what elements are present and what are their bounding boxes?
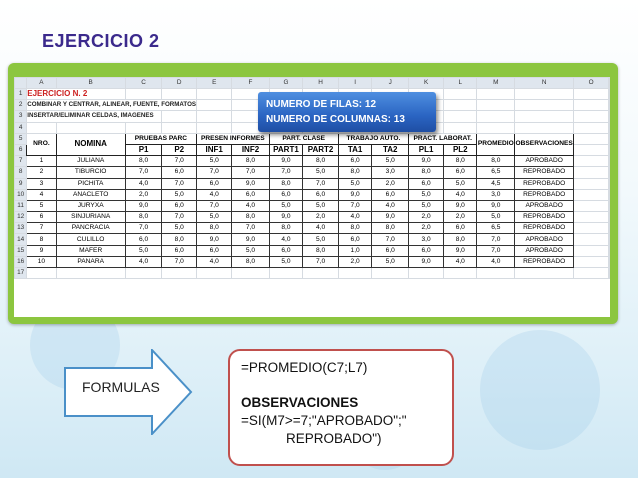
grade-cell: 6,0 (372, 245, 409, 256)
sheet-row (15, 133, 610, 144)
empty-cell (609, 89, 610, 100)
grade-cell: 5,0 (372, 256, 409, 267)
student-row (15, 212, 610, 223)
promedio-cell: 7,0 (477, 245, 515, 256)
row-header: 6 (15, 144, 27, 155)
header-promedio: PROMEDIO (477, 133, 515, 155)
column-header-h: H (303, 78, 338, 89)
grade-cell: 6,0 (444, 223, 477, 234)
grade-cell: 8,0 (197, 223, 232, 234)
grade-cell: 2,0 (303, 212, 338, 223)
grade-cell: 2,0 (372, 178, 409, 189)
empty-cell (409, 268, 444, 279)
empty-cell (574, 234, 609, 245)
row-header: 12 (15, 212, 27, 223)
column-header-i: I (338, 78, 372, 89)
observacion-cell: APROBADO (515, 245, 574, 256)
empty-cell (609, 223, 610, 234)
header-part: PART. CLASE (269, 133, 338, 144)
row-header: 11 (15, 200, 27, 211)
grade-cell: 7,0 (232, 167, 269, 178)
grade-cell: 6,0 (372, 189, 409, 200)
column-header-f: F (232, 78, 269, 89)
student-row (15, 256, 610, 267)
header-observaciones: OBSERVACIONES (515, 133, 574, 155)
row-header: 1 (15, 89, 27, 100)
column-header-n: N (515, 78, 574, 89)
grade-cell: 7,0 (303, 256, 338, 267)
student-nro: 2 (27, 167, 56, 178)
grade-cell: 5,0 (444, 178, 477, 189)
si-formula-line2: REPROBADO") (286, 431, 382, 446)
empty-cell (477, 122, 515, 133)
student-nro: 10 (27, 256, 56, 267)
grade-cell: 5,0 (162, 223, 197, 234)
student-nro: 5 (27, 200, 56, 211)
student-row (15, 167, 610, 178)
grade-cell: 8,0 (232, 256, 269, 267)
empty-cell (477, 268, 515, 279)
grade-cell: 3,0 (409, 234, 444, 245)
observacion-cell: REPROBADO (515, 223, 574, 234)
grade-cell: 5,0 (409, 200, 444, 211)
grade-cell: 6,0 (162, 167, 197, 178)
empty-cell (27, 268, 56, 279)
grade-cell: 8,0 (338, 223, 372, 234)
empty-cell (574, 122, 609, 133)
empty-cell (197, 111, 232, 122)
grade-cell: 8,0 (338, 167, 372, 178)
row-header: 16 (15, 256, 27, 267)
subheader-pl1: PL1 (409, 144, 444, 155)
grade-cell: 9,0 (444, 200, 477, 211)
promedio-cell: 9,0 (477, 200, 515, 211)
student-row (15, 234, 610, 245)
grade-cell: 4,0 (372, 200, 409, 211)
grade-cell: 9,0 (197, 234, 232, 245)
subheader-part2: PART2 (303, 144, 338, 155)
empty-cell (444, 122, 477, 133)
empty-cell (574, 156, 609, 167)
row-header: 14 (15, 234, 27, 245)
empty-cell (232, 268, 269, 279)
grade-cell: 9,0 (269, 156, 303, 167)
promedio-cell: 6,5 (477, 223, 515, 234)
observacion-cell: REPROBADO (515, 189, 574, 200)
grade-cell: 8,0 (303, 156, 338, 167)
column-header-c: C (125, 78, 162, 89)
formula-box (228, 349, 454, 466)
row-header: 9 (15, 178, 27, 189)
column-header-e: E (197, 78, 232, 89)
empty-cell (574, 111, 609, 122)
grade-cell: 5,0 (372, 156, 409, 167)
grade-cell: 7,0 (162, 212, 197, 223)
grade-cell: 8,0 (269, 178, 303, 189)
column-header-a: A (27, 78, 56, 89)
grade-cell: 7,0 (197, 167, 232, 178)
student-row (15, 200, 610, 211)
empty-cell (574, 268, 609, 279)
empty-cell (574, 200, 609, 211)
empty-cell (574, 167, 609, 178)
formulas-label: FORMULAS (82, 379, 160, 395)
header-nro: NRO. (27, 133, 56, 155)
grade-cell: 9,0 (232, 234, 269, 245)
student-name: JURYXA (56, 200, 125, 211)
grade-cell: 3,0 (372, 167, 409, 178)
observacion-cell: REPROBADO (515, 212, 574, 223)
grade-cell: 8,0 (125, 156, 162, 167)
empty-cell (477, 100, 515, 111)
empty-cell (162, 89, 197, 100)
empty-cell (609, 167, 610, 178)
empty-cell (515, 100, 574, 111)
grade-cell: 7,0 (303, 178, 338, 189)
empty-cell (444, 89, 477, 100)
student-row (15, 178, 610, 189)
subheader-part1: PART1 (269, 144, 303, 155)
grade-cell: 6,0 (125, 234, 162, 245)
subheader-inf1: INF1 (197, 144, 232, 155)
student-nro: 1 (27, 156, 56, 167)
grade-cell: 5,0 (232, 245, 269, 256)
grade-cell: 7,0 (162, 178, 197, 189)
grade-cell: 4,0 (338, 212, 372, 223)
grade-cell: 8,0 (125, 212, 162, 223)
empty-cell (372, 268, 409, 279)
grade-cell: 9,0 (444, 245, 477, 256)
column-header-k: K (409, 78, 444, 89)
empty-cell (574, 100, 609, 111)
empty-cell (574, 223, 609, 234)
grade-cell: 2,0 (409, 223, 444, 234)
student-nro: 3 (27, 178, 56, 189)
empty-cell (574, 212, 609, 223)
grade-cell: 5,0 (338, 178, 372, 189)
grade-cell: 6,0 (232, 189, 269, 200)
promedio-cell: 4,5 (477, 178, 515, 189)
grade-cell: 6,0 (303, 189, 338, 200)
row-header: 17 (15, 268, 27, 279)
header-trabajo: TRABAJO AUTO. (338, 133, 408, 144)
empty-cell (609, 200, 610, 211)
empty-cell (56, 122, 125, 133)
subheader-p1: P1 (125, 144, 162, 155)
grade-cell: 6,0 (409, 178, 444, 189)
grade-cell: 5,0 (269, 200, 303, 211)
header-presen: PRESEN INFORMES (197, 133, 270, 144)
header-nomina: NOMINA (56, 133, 125, 155)
promedio-cell: 4,0 (477, 256, 515, 267)
empty-cell (574, 178, 609, 189)
grade-cell: 7,0 (125, 223, 162, 234)
grade-cell: 8,0 (232, 156, 269, 167)
empty-cell (609, 212, 610, 223)
promedio-cell: 8,0 (477, 156, 515, 167)
empty-cell (574, 256, 609, 267)
empty-cell (162, 111, 197, 122)
empty-cell (515, 111, 574, 122)
row-header: 8 (15, 167, 27, 178)
grade-cell: 5,0 (303, 167, 338, 178)
empty-cell (197, 89, 232, 100)
grade-cell: 4,0 (197, 189, 232, 200)
empty-cell (574, 133, 609, 144)
empty-cell (609, 189, 610, 200)
empty-cell (444, 268, 477, 279)
student-row (15, 156, 610, 167)
student-name: MAFER (56, 245, 125, 256)
grade-cell: 8,0 (232, 212, 269, 223)
student-row (15, 223, 610, 234)
student-name: TIBURCIO (56, 167, 125, 178)
student-row (15, 245, 610, 256)
grade-cell: 9,0 (269, 212, 303, 223)
observacion-cell: REPROBADO (515, 256, 574, 267)
grade-cell: 5,0 (162, 189, 197, 200)
grade-cell: 9,0 (125, 200, 162, 211)
empty-cell (574, 144, 609, 155)
grade-cell: 8,0 (303, 245, 338, 256)
note-format: COMBINAR Y CENTRAR, ALINEAR, FUENTE, FORMATOS (27, 100, 197, 111)
note-insert: INSERTAR/ELIMINAR CELDAS, IMAGENES (27, 111, 162, 122)
observacion-cell: APROBADO (515, 200, 574, 211)
row-header: 7 (15, 156, 27, 167)
grade-cell: 7,0 (372, 234, 409, 245)
column-header-blank (609, 78, 610, 89)
student-nro: 4 (27, 189, 56, 200)
grade-cell: 9,0 (372, 212, 409, 223)
grade-cell: 6,0 (338, 234, 372, 245)
grade-cell: 4,0 (232, 200, 269, 211)
empty-cell (27, 122, 56, 133)
empty-cell (303, 268, 338, 279)
grade-cell: 8,0 (444, 234, 477, 245)
grade-cell: 7,0 (162, 156, 197, 167)
student-nro: 9 (27, 245, 56, 256)
empty-cell (609, 256, 610, 267)
column-header-m: M (477, 78, 515, 89)
student-name: JULIANA (56, 156, 125, 167)
grade-cell: 7,0 (162, 256, 197, 267)
info-box (258, 92, 436, 132)
observacion-cell: REPROBADO (515, 178, 574, 189)
row-header: 5 (15, 133, 27, 144)
grade-cell: 2,0 (125, 189, 162, 200)
grade-cell: 6,0 (444, 167, 477, 178)
empty-cell (444, 100, 477, 111)
grade-cell: 7,0 (232, 223, 269, 234)
grade-cell: 9,0 (232, 178, 269, 189)
grade-cell: 4,0 (444, 189, 477, 200)
student-name: ANACLETO (56, 189, 125, 200)
empty-cell (574, 245, 609, 256)
grade-cell: 6,0 (409, 245, 444, 256)
si-formula-line1: =SI(M7>=7;"APROBADO";" (241, 413, 407, 428)
subheader-inf2: INF2 (232, 144, 269, 155)
grade-cell: 4,0 (197, 256, 232, 267)
grade-cell: 5,0 (303, 234, 338, 245)
empty-cell (609, 178, 610, 189)
grade-cell: 7,0 (197, 200, 232, 211)
student-name: PICHITA (56, 178, 125, 189)
sheet-row (15, 268, 610, 279)
grade-cell: 5,0 (125, 245, 162, 256)
grade-cell: 5,0 (409, 189, 444, 200)
grade-cell: 4,0 (303, 223, 338, 234)
sheet-title: EJERCICIO N. 2 (27, 89, 126, 100)
slide-title: EJERCICIO 2 (42, 31, 160, 51)
grade-cell: 2,0 (409, 212, 444, 223)
student-row (15, 189, 610, 200)
grade-cell: 6,0 (269, 245, 303, 256)
empty-cell (162, 122, 197, 133)
grade-cell: 8,0 (372, 223, 409, 234)
promedio-cell: 3,0 (477, 189, 515, 200)
empty-cell (609, 234, 610, 245)
subheader-p2: P2 (162, 144, 197, 155)
row-header: 2 (15, 100, 27, 111)
empty-cell (515, 268, 574, 279)
observaciones-heading: OBSERVACIONES (241, 395, 359, 410)
grade-cell: 5,0 (269, 256, 303, 267)
header-pruebas: PRUEBAS PARC (125, 133, 196, 144)
subheader-pl2: PL2 (444, 144, 477, 155)
grade-cell: 4,0 (269, 234, 303, 245)
empty-cell (444, 111, 477, 122)
info-rows-count: NUMERO DE FILAS: 12 (266, 99, 377, 110)
header-pract: PRACT. LABORAT. (409, 133, 477, 144)
grade-cell: 9,0 (409, 256, 444, 267)
subheader-ta1: TA1 (338, 144, 372, 155)
empty-cell (477, 111, 515, 122)
empty-cell (338, 268, 372, 279)
grade-cell: 2,0 (444, 212, 477, 223)
grade-cell: 7,0 (338, 200, 372, 211)
empty-cell (197, 122, 232, 133)
row-header: 3 (15, 111, 27, 122)
empty-cell (574, 89, 609, 100)
info-columns-count: NUMERO DE COLUMNAS: 13 (266, 114, 405, 125)
row-header: 15 (15, 245, 27, 256)
grade-cell: 7,0 (269, 167, 303, 178)
subheader-ta2: TA2 (372, 144, 409, 155)
empty-cell (125, 122, 162, 133)
grade-cell: 5,0 (197, 212, 232, 223)
promedio-formula: =PROMEDIO(C7;L7) (241, 360, 368, 375)
empty-cell (197, 268, 232, 279)
promedio-cell: 5,0 (477, 212, 515, 223)
empty-cell (56, 268, 125, 279)
column-header-o: O (574, 78, 609, 89)
student-nro: 7 (27, 223, 56, 234)
grade-cell: 8,0 (409, 167, 444, 178)
column-header-row (15, 78, 610, 89)
student-name: PANARA (56, 256, 125, 267)
grade-cell: 6,0 (162, 245, 197, 256)
grade-cell: 6,0 (197, 245, 232, 256)
row-header: 13 (15, 223, 27, 234)
grade-cell: 4,0 (125, 178, 162, 189)
empty-cell (609, 133, 610, 144)
row-header: 4 (15, 122, 27, 133)
row-header: 10 (15, 189, 27, 200)
empty-cell (574, 189, 609, 200)
empty-cell (609, 144, 610, 155)
empty-cell (125, 89, 162, 100)
grade-cell: 4,0 (125, 256, 162, 267)
empty-cell (609, 268, 610, 279)
empty-cell (269, 268, 303, 279)
grade-cell: 8,0 (269, 223, 303, 234)
grade-cell: 8,0 (444, 156, 477, 167)
student-name: CULILLO (56, 234, 125, 245)
observacion-cell: APROBADO (515, 234, 574, 245)
empty-cell (125, 268, 162, 279)
grade-cell: 7,0 (125, 167, 162, 178)
grade-cell: 5,0 (303, 200, 338, 211)
corner-cell (15, 78, 27, 89)
grade-cell: 9,0 (338, 189, 372, 200)
empty-cell (515, 89, 574, 100)
grade-cell: 8,0 (162, 234, 197, 245)
empty-cell (477, 89, 515, 100)
grade-cell: 1,0 (338, 245, 372, 256)
empty-cell (609, 245, 610, 256)
grade-cell: 6,0 (269, 189, 303, 200)
column-header-j: J (372, 78, 409, 89)
grade-cell: 2,0 (338, 256, 372, 267)
empty-cell (515, 122, 574, 133)
column-header-d: D (162, 78, 197, 89)
empty-cell (609, 100, 610, 111)
empty-cell (609, 122, 610, 133)
promedio-cell: 6,5 (477, 167, 515, 178)
student-name: PANCRACIA (56, 223, 125, 234)
student-name: SINJURIANA (56, 212, 125, 223)
grade-cell: 6,0 (338, 156, 372, 167)
grade-cell: 4,0 (444, 256, 477, 267)
empty-cell (609, 156, 610, 167)
empty-cell (197, 100, 232, 111)
grade-cell: 6,0 (197, 178, 232, 189)
column-header-g: G (269, 78, 303, 89)
observacion-cell: APROBADO (515, 156, 574, 167)
student-nro: 6 (27, 212, 56, 223)
promedio-cell: 7,0 (477, 234, 515, 245)
grade-cell: 6,0 (162, 200, 197, 211)
grade-cell: 9,0 (409, 156, 444, 167)
grade-cell: 5,0 (197, 156, 232, 167)
column-header-l: L (444, 78, 477, 89)
column-header-b: B (56, 78, 125, 89)
empty-cell (609, 111, 610, 122)
student-nro: 8 (27, 234, 56, 245)
observacion-cell: REPROBADO (515, 167, 574, 178)
empty-cell (162, 268, 197, 279)
